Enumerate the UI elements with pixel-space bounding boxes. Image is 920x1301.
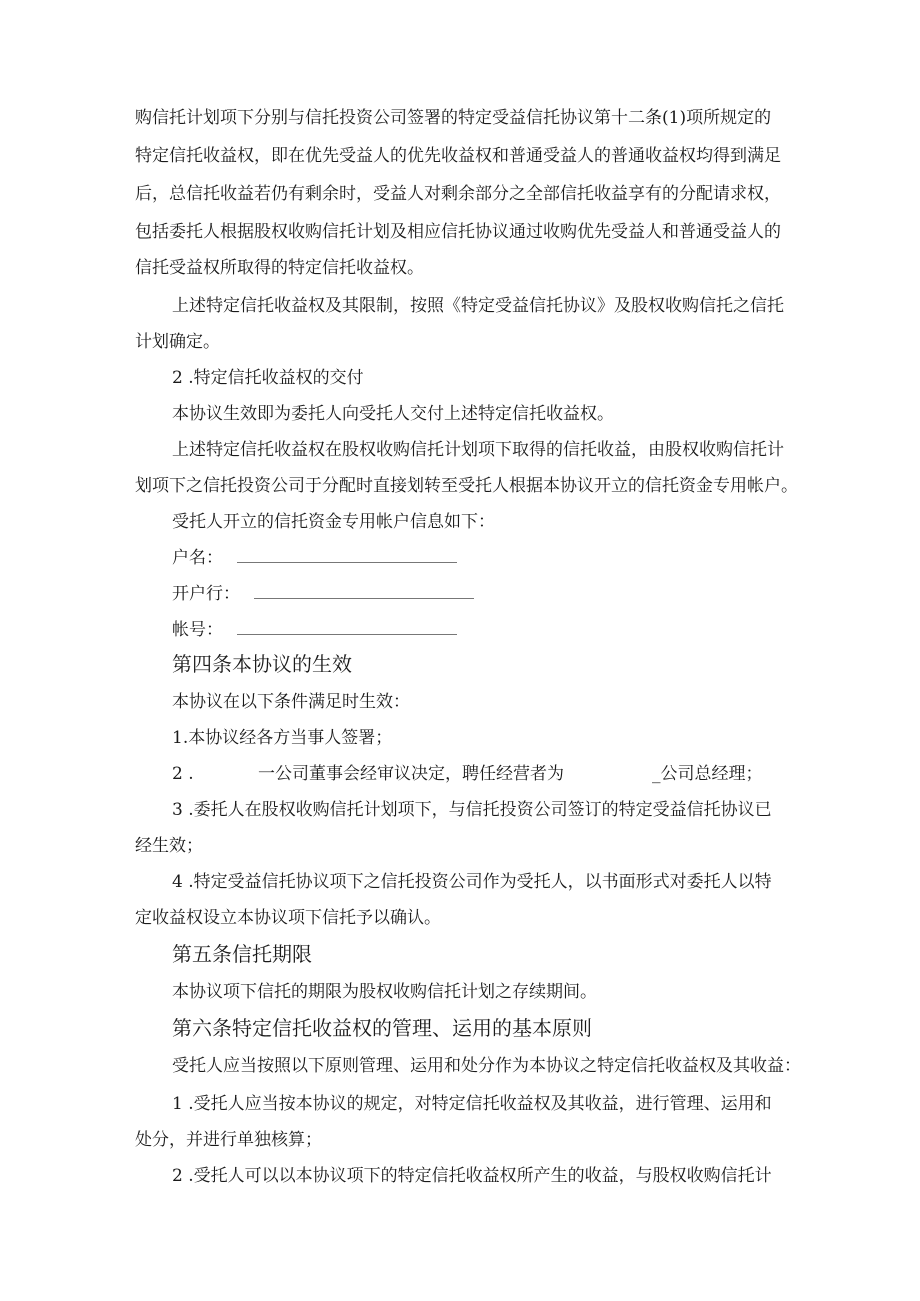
list-item: 一公司董事会经审议决定，聘任经营者为 bbox=[258, 764, 564, 784]
list-item: 3 .委托人在股权收购信托计划项下，与信托投资公司签订的特定受益信托协议已 bbox=[172, 800, 772, 820]
list-item-continuation: 处分，并进行单独核算； bbox=[135, 1130, 322, 1150]
list-item: 1 .受托人应当按本协议的规定，对特定信托收益权及其收益，进行管理、运用和 bbox=[172, 1094, 772, 1114]
section-item-title: 2 .特定信托收益权的交付 bbox=[172, 368, 364, 388]
account-bank-field bbox=[172, 584, 474, 604]
body-line: 本协议项下信托的期限为股权收购信托计划之存续期间。 bbox=[172, 982, 597, 1002]
article-6-heading: 第六条特定信托收益权的管理、运用的基本原则 bbox=[172, 1016, 592, 1040]
body-line: 划项下之信托投资公司于分配时直接划转至受托人根据本协议开立的信托资金专用帐户。 bbox=[135, 476, 798, 496]
list-item: 1.本协议经各方当事人签署； bbox=[172, 728, 393, 748]
list-item-continuation: 定收益权设立本协议项下信托予以确认。 bbox=[135, 908, 441, 928]
body-line: 本协议在以下条件满足时生效： bbox=[172, 692, 410, 712]
body-line: 特定信托收益权，即在优先受益人的优先收益权和普通受益人的普通收益权均得到满足 bbox=[135, 146, 781, 166]
body-line: 后，总信托收益若仍有剩余时，受益人对剩余部分之全部信托收益享有的分配请求权， bbox=[135, 184, 781, 204]
account-number-field bbox=[172, 620, 457, 640]
account-bank-label: 开户行： bbox=[172, 584, 240, 604]
account-name-field bbox=[172, 548, 457, 568]
body-line: 受托人开立的信托资金专用帐户信息如下： bbox=[172, 512, 495, 532]
account-name-label: 户名： bbox=[172, 548, 223, 568]
body-line: 包括委托人根据股权收购信托计划及相应信托协议通过收购优先受益人和普通受益人的 bbox=[135, 222, 781, 242]
list-item-number: 2 . bbox=[172, 764, 194, 784]
list-item-tail: _公司总经理； bbox=[652, 764, 763, 784]
body-line: 上述特定信托收益权及其限制，按照《特定受益信托协议》及股权收购信托之信托 bbox=[172, 296, 784, 316]
body-line: 信托受益权所取得的特定信托收益权。 bbox=[135, 258, 424, 278]
body-line: 上述特定信托收益权在股权收购信托计划项下取得的信托收益，由股权收购信托计 bbox=[172, 440, 784, 460]
account-name-blank bbox=[237, 548, 457, 563]
list-item: 2 .受托人可以以本协议项下的特定信托收益权所产生的收益，与股权收购信托计 bbox=[172, 1166, 772, 1186]
body-line: 计划确定。 bbox=[135, 332, 220, 352]
list-item: 4 .特定受益信托协议项下之信托投资公司作为受托人，以书面形式对委托人以特 bbox=[172, 872, 772, 892]
account-number-label: 帐号： bbox=[172, 620, 223, 640]
account-number-blank bbox=[237, 620, 457, 635]
article-5-heading: 第五条信托期限 bbox=[172, 942, 312, 966]
account-bank-blank bbox=[254, 584, 474, 599]
list-item-continuation: 经生效； bbox=[135, 836, 203, 856]
body-line: 受托人应当按照以下原则管理、运用和处分作为本协议之特定信托收益权及其收益： bbox=[172, 1056, 801, 1076]
body-line: 购信托计划项下分别与信托投资公司签署的特定受益信托协议第十二条(1)项所规定的 bbox=[135, 108, 772, 128]
body-line: 本协议生效即为委托人向受托人交付上述特定信托收益权。 bbox=[172, 404, 614, 424]
article-4-heading: 第四条本协议的生效 bbox=[172, 652, 352, 676]
